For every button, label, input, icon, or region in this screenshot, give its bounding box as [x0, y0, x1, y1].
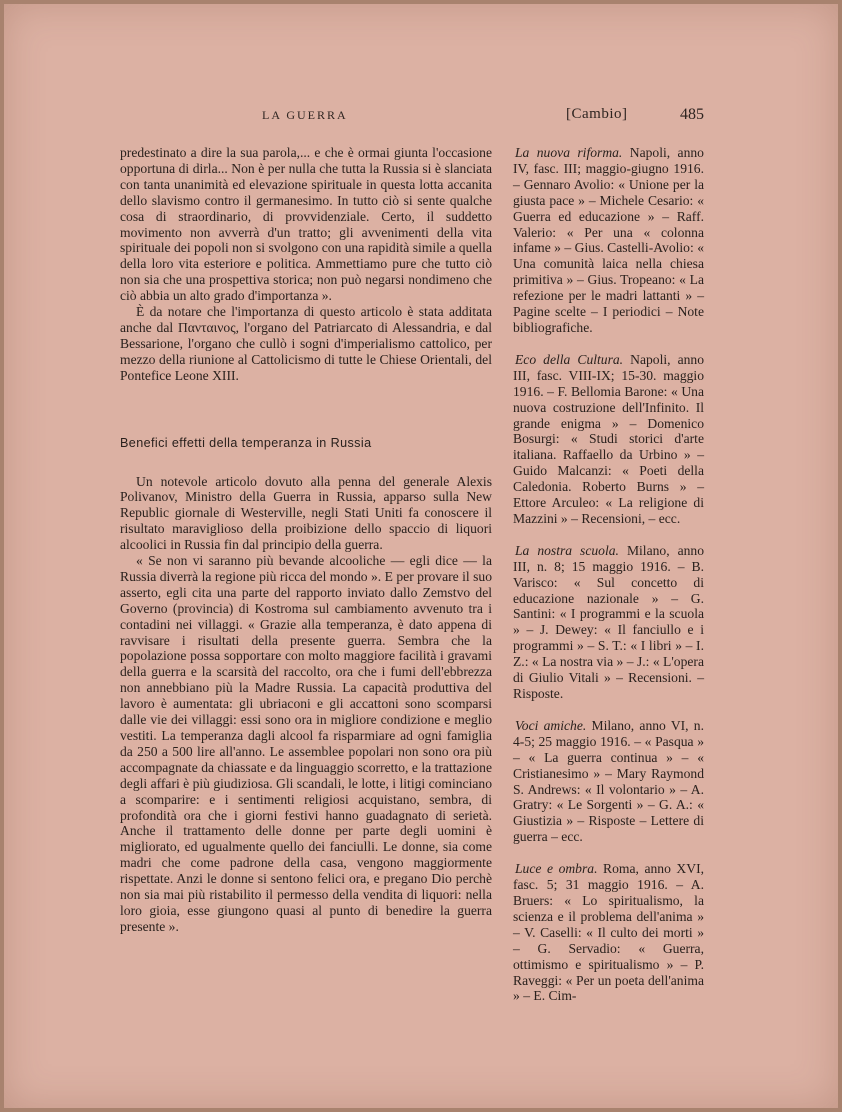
running-title: LA GUERRA: [262, 108, 348, 122]
periodical-entry: [513, 543, 704, 702]
paragraph: È da notare che l'importanza di questo articolo è stata additata anche dal Πανταινος, l'organo del Patriarcato di Alessandria, e dal Bessarione, l'organo che cullò i sogni d'imperialismo cattolico, per mezzo della riunione al Cattolicismo di tutte le Chiese Orientali, del Pontefice Leone XIII.: [120, 304, 492, 383]
left-column: [120, 145, 492, 935]
journal-contents: Milano, anno III, n. 8; 15 maggio 1916. – B. Varisco: « Sul concetto di educazione nazionale » – G. Santini: « I programmi e la scuola » – J. Dewey: « Il fanciullo e i programmi » – S. T.: « I libri » – I. Z.: « La nostra via » – J.: « L'opera di Giulio Vitali » – Recensioni. – Risposte.: [513, 542, 705, 701]
journal-contents: Napoli, anno III, fasc. VIII-IX; 15-30. maggio 1916. – F. Bellomia Barone: « Una nuova costruzione dell'Infinito. Il grande enigma » – Domenico Bosurgi: « Studi storici d'arte italiana. Raffaello da Urbino » – Guido Malcanzi: « Poeti della Caledonia. Roberto Burns » – Ettore Arculeo: « La religione di Mazzini » – Recensioni, – ecc.: [513, 351, 704, 526]
section-label: [Cambio]: [566, 106, 628, 122]
journal-title: Luce e ombra.: [515, 861, 598, 877]
page-sheet: [4, 4, 838, 1108]
paragraph: Un notevole articolo dovuto alla penna del generale Alexis Polivanov, Ministro della Guerra in Russia, apparso sulla New Republic giornale di Westerville, negli Stati Uniti fa conoscere il risultato maraviglioso della proibizione dello spaccio di liquori alcoolici in Russia fin dal principio della guerra.: [120, 473, 492, 553]
journal-contents: Napoli, anno IV, fasc. III; maggio-giugno 1916. – Gennaro Avolio: « Unione per la giusta pace » – Michele Cesario: « Guerra ed educazione » – Raff. Valerio: « Per una « colonna infame » – Gius. Castelli-Avolio: « Una comunità laica nella chiesa primitiva » – Gius. Tropeano: « La refezione per le madri lattanti » – Pagine scelte – I periodici – Note bibliografiche.: [513, 145, 704, 335]
journal-title: Voci amiche.: [515, 717, 587, 733]
journal-contents: Roma, anno XVI, fasc. 5; 31 maggio 1916. – A. Bruers: « Lo spiritualismo, la scienza e il problema dell'anima » – V. Caselli: « Il culto dei morti » – G. Servadio: « Guerra, ottimismo e spiritualismo » – P. Raveggi: « Per un poeta dell'anima » – E. Cim-: [513, 861, 704, 1004]
page-number: 485: [680, 106, 704, 123]
paragraph: « Se non vi saranno più bevande alcooliche — egli dice — la Russia diverrà la regione più ricca del mondo ». E per provare il suo asserto, egli cita una parte del rapporto inviato dallo Zemstvo del Governo (provincia) di Kostroma sul cambiamento avvenuto tra i contadini nei villaggi. « Grazie alla temperanza, è dato appena di ravvisare i risultati della presente guerra. Sembra che la popolazione possa sopportare con molto maggiore facilità i gravami della guerra e la scarsità del raccolto, ora che i fumi dell'ebbrezza non annebbiano più la Madre Russia. La capacità produttiva del lavoro è aumentata: gli ubriaconi e gli accattoni sono scomparsi dalle vie dei villaggi: essi sono ora in migliore condizione e meglio vestiti. La temperanza dagli alcool fa risparmiare ad ogni famiglia da 250 a 500 lire all'anno. Le assemblee popolari non sono ora più accompagnate da chiassate e da linguaggio scorretto, e la trattazione degli affari è più giudiziosa. Gli scandali, le lotte, i litigi cominciano a scomparire: e i sentimenti religiosi acquistano, sembra, di profondità ora che i giorni festivi hanno guadagnato di serietà. Anche il trattamento delle donne per parte degli uomini è migliorato, ed ugualmente quello dei fanciulli. Le donne, sia come madri che come padrone della casa, vengono maggiormente rispettate. Anzi le donne si sentono felici ora, e pregano Dio perchè non sia mai più ristabilito il permesso della vendita di liquori: nella loro gioia, esse giungono quasi al punto di benedire la guerra presente ».: [120, 553, 492, 934]
periodical-entry: [513, 352, 704, 527]
section-heading: Benefici effetti della temperanza in Russia: [120, 435, 372, 450]
page-header: [120, 106, 704, 128]
journal-title: La nuova riforma.: [515, 145, 623, 160]
periodical-entry: [513, 861, 704, 1004]
right-column-periodicals: [513, 145, 704, 1020]
journal-contents: Milano, anno VI, n. 4-5; 25 maggio 1916. – « Pasqua » – « La guerra continua » – « Cristianesimo » – Mary Raymond S. Andrews: « Il volontario » – A. Gratry: « Le Sorgenti » – G. A.: « Giustizia » – Risposte – Lettere di guerra – ecc.: [513, 717, 704, 845]
journal-title: La nostra scuola.: [515, 542, 619, 558]
periodical-entry: [513, 145, 704, 336]
periodical-entry: [513, 718, 704, 845]
paragraph: predestinato a dire la sua parola,... e che è ormai giunta l'occasione opportuna di dirla... Non è per nulla che tutta la Russia si è slanciata con tanta unanimità ed elevazione spirituale in questa lotta accanita dello slavismo contro il germanesimo. In tutto ciò si sente qualche cosa di straordinario, di provvidenziale. Certo, il suddetto movimento non avverrà d'un tratto; gli avvenimenti della vita spirituale dei popoli non si svolgono con una rapidità simile a quella della loro vita esteriore e politica. Ammettiamo pure che tutto ciò non sia che una prospettiva storica; non può negarsi nondimeno che ciò abbia un alto grado d'importanza ».: [120, 145, 492, 304]
journal-title: Eco della Cultura.: [515, 351, 624, 367]
